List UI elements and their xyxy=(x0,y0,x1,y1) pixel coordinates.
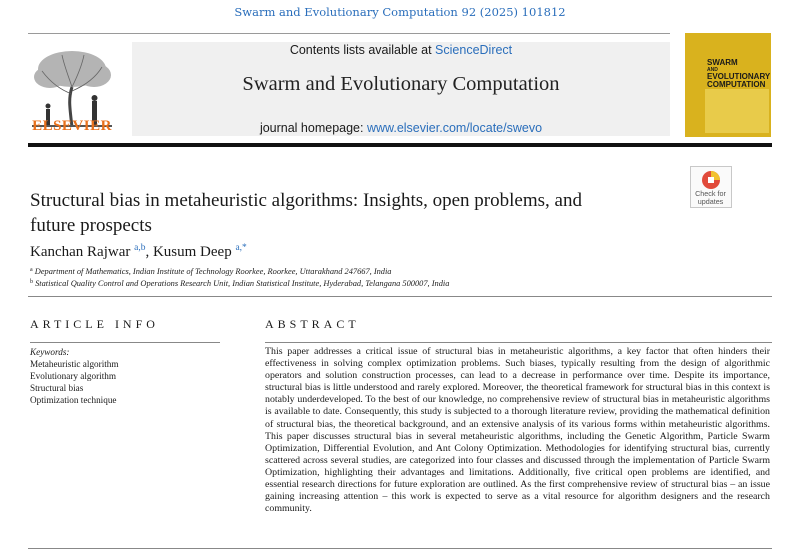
bottom-rule xyxy=(28,548,772,549)
homepage-prefix: journal homepage: xyxy=(259,121,367,135)
check-updates-line: Check for xyxy=(695,189,726,198)
abstract-rule xyxy=(265,342,772,343)
author-name[interactable]: Kanchan Rajwar xyxy=(30,244,131,260)
keyword-item: Optimization technique xyxy=(30,395,117,405)
affiliation-b xyxy=(30,279,449,288)
affiliation-a xyxy=(30,267,392,276)
check-updates-icon xyxy=(691,168,731,190)
keyword-item: Structural bias xyxy=(30,383,84,393)
cover-title-line: COMPUTATION xyxy=(707,80,766,89)
abstract-text: This paper addresses a critical issue of structural bias in metaheuristic algorithms, a key factor that often hinders their effectiveness in solving complex optimization problems. Such biases, typically resulting from the design of algorithmic operators and solution construction processes, can lead to a decrease in performance over time. Despite its importance, structural bias is little understood and rarely explored. Moreover, the theoretical framework for structural bias in this context is notably underdeveloped. To the best of our knowledge, no comprehensive review of structural bias in metaheuristic algorithms is available to date. Consequently, this study is subjected to a thorough literature review, providing the mathematical definition of structural bias, the theoretical background, and an extensive analysis of its various forms within metaheuristic algorithms. This paper discusses structural bias in several metaheuristic algorithms, including the Genetic Algorithm, Particle Swarm Optimization, Differential Evolution, and Ant Colony Optimization. Methodologies for identifying structural bias, currently scattered across several studies, are categorized into four classes and discussed through the implementation of Particle Swarm Optimization, highlighting their advantages and limitations. Additionally, five critical open problems are identified, and essential research directions for future exploration are outlined. As the first comprehensive review of structural bias – an issue gaining increasing attention – this work is expected to serve as a vital resource for algorithm designers and the research community. xyxy=(265,346,770,515)
keyword-item: Evolutionary algorithm xyxy=(30,371,116,381)
homepage-line xyxy=(132,121,670,135)
article-info-rule xyxy=(30,342,220,343)
journal-title: Swarm and Evolutionary Computation xyxy=(242,73,560,95)
affiliation-text: Department of Mathematics, Indian Institute of Technology Roorkee, Roorkee, Uttarakhand 247667, India xyxy=(34,267,392,276)
journal-cover[interactable] xyxy=(685,33,771,137)
cover-panel xyxy=(705,89,769,133)
cover-title-line: SWARM xyxy=(707,58,738,67)
contents-line xyxy=(132,43,670,57)
article-title-line: Structural bias in metaheuristic algorithms: Insights, open problems, and xyxy=(30,190,582,211)
affiliation-mark: b xyxy=(30,279,33,285)
author-affiliation-mark[interactable]: a,b xyxy=(134,243,146,253)
author-name[interactable]: Kusum Deep xyxy=(152,244,232,260)
check-updates-line: updates xyxy=(697,197,724,206)
contents-prefix: Contents lists available at xyxy=(289,43,436,57)
abstract-heading: ABSTRACT xyxy=(265,317,360,331)
section-rule xyxy=(28,296,772,297)
cover-title-line: AND xyxy=(707,67,718,73)
sciencedirect-link[interactable]: ScienceDirect xyxy=(435,43,513,57)
homepage-link[interactable]: www.elsevier.com/locate/swevo xyxy=(366,121,543,135)
article-info-heading: ARTICLE INFO xyxy=(30,317,159,331)
article-title-line: future prospects xyxy=(30,215,152,236)
author-affiliation-mark[interactable]: a,* xyxy=(235,243,247,253)
check-updates-label xyxy=(690,190,731,206)
article-title xyxy=(30,188,670,238)
elsevier-wordmark: ELSEVIER xyxy=(32,118,112,134)
cover-title-line: EVOLUTIONARY xyxy=(707,72,771,81)
author-separator: , xyxy=(145,244,153,260)
author-list xyxy=(30,243,247,261)
keywords-label: Keywords: xyxy=(30,347,70,357)
affiliation-text: Statistical Quality Control and Operations Research Unit, Indian Statistical Institute, Hyderabad, Telangana 500007, India xyxy=(35,279,450,288)
keyword-item: Metaheuristic algorithm xyxy=(30,359,119,369)
header-thick-rule xyxy=(28,143,772,147)
top-rule xyxy=(28,33,670,34)
journal-citation[interactable]: Swarm and Evolutionary Computation 92 (2025) 101812 xyxy=(234,5,566,19)
affiliation-mark: a xyxy=(30,267,33,273)
cover-title xyxy=(707,58,771,89)
